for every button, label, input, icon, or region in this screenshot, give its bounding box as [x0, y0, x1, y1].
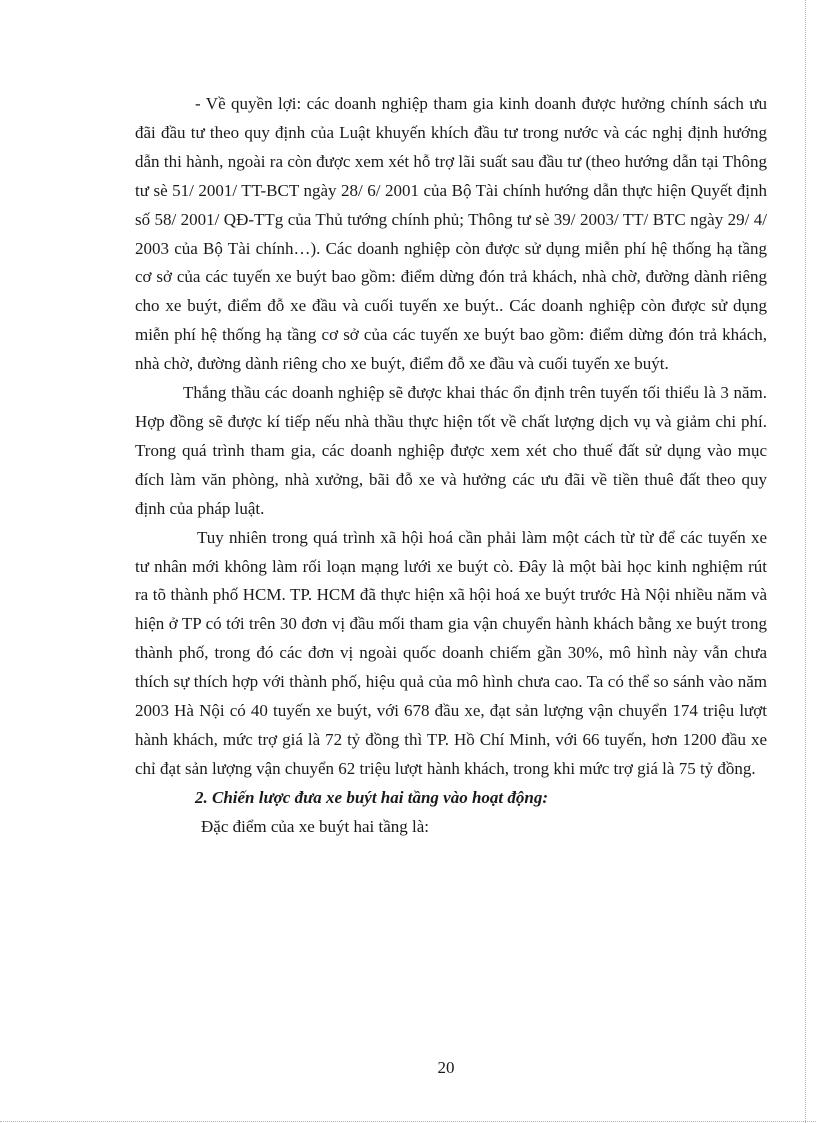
- section-intro-line: Đặc điểm của xe buýt hai tầng là:: [201, 816, 429, 836]
- page-content: [135, 90, 767, 842]
- paragraph-benefits: - Về quyền lợi: các doanh nghiệp tham gia kinh doanh được hưởng chính sách ưu đãi đầu tư theo quy định của Luật khuyến khích đầu tư trong nước và các nghị định hướng dẫn thi hành, ngoài ra còn được xem xét hỗ trợ lãi suất sau đầu tư (theo hướng dẫn tại Thông tư sè 51/ 2001/ TT-BCT ngày 28/ 6/ 2001 của Bộ Tài chính hướng dẫn thực hiện Quyết định số 58/ 2001/ QĐ-TTg của Thủ tướng chính phủ; Thông tư sè 39/ 2003/ TT/ BTC ngày 29/ 4/ 2003 của Bộ Tài chính…). Các doanh nghiệp còn được sử dụng miễn phí hệ thống hạ tầng cơ sở của các tuyến xe buýt bao gồm: điểm dừng đón trả khách, nhà chờ, đường dành riêng cho xe buýt, điểm đỗ xe đầu và cuối tuyến xe buýt.. Các doanh nghiệp còn được sử dụng miễn phí hệ thống hạ tầng cơ sở của các tuyến xe buýt bao gồm: điểm dừng đón trả khách, nhà chờ, đường dành riêng cho xe buýt, điểm đỗ xe đầu và cuối tuyến xe buýt.: [135, 94, 767, 374]
- page-number: 20: [437, 1058, 455, 1077]
- paragraph-contract-winners: Thắng thầu các doanh nghiệp sẽ được khai thác ổn định trên tuyến tối thiểu là 3 năm. Hợp đồng sẽ được kí tiếp nếu nhà thầu thực hiện tốt về chất lượng dịch vụ và giảm chi phí. Trong quá trình tham gia, các doanh nghiệp được xem xét cho thuế đất sử dụng vào mục đích làm văn phòng, nhà xưởng, bãi đỗ xe và hưởng các ưu đãi về tiền thuê đất theo quy định của pháp luật.: [135, 383, 767, 518]
- paragraph-socialization: Tuy nhiên trong quá trình xã hội hoá cần phải làm một cách từ từ để các tuyến xe tư nhân mới không làm rối loạn mạng lưới xe buýt cò. Đây là một bài học kinh nghiệm rút ra tõ thành phố HCM. TP. HCM đã thực hiện xã hội hoá xe buýt trước Hà Nội nhiều năm và hiện ở TP có tới trên 30 đơn vị đầu mối tham gia vận chuyển hành khách bằng xe buýt trong thành phố, trong đó các đơn vị ngoài quốc doanh chiếm gần 30%, mô hình này vẫn chưa thích sự thích hợp với thành phố, hiệu quả của mô hình chưa cao. Ta có thể so sánh vào năm 2003 Hà Nội có 40 tuyến xe buýt, với 678 đầu xe, đạt sản lượng vận chuyển 174 triệu lượt hành khách, mức trợ giá là 72 tỷ đồng thì TP. Hồ Chí Minh, với 66 tuyến, hơn 1200 đầu xe chỉ đạt sản lượng vận chuyển 62 triệu lượt hành khách, trong khi mức trợ giá là 75 tỷ đồng.: [135, 527, 767, 778]
- page-border-right: [805, 0, 806, 1123]
- page-border-bottom: [0, 1121, 816, 1122]
- section-heading: 2. Chiến lược đưa xe buýt hai tầng vào hoạt động:: [195, 787, 548, 807]
